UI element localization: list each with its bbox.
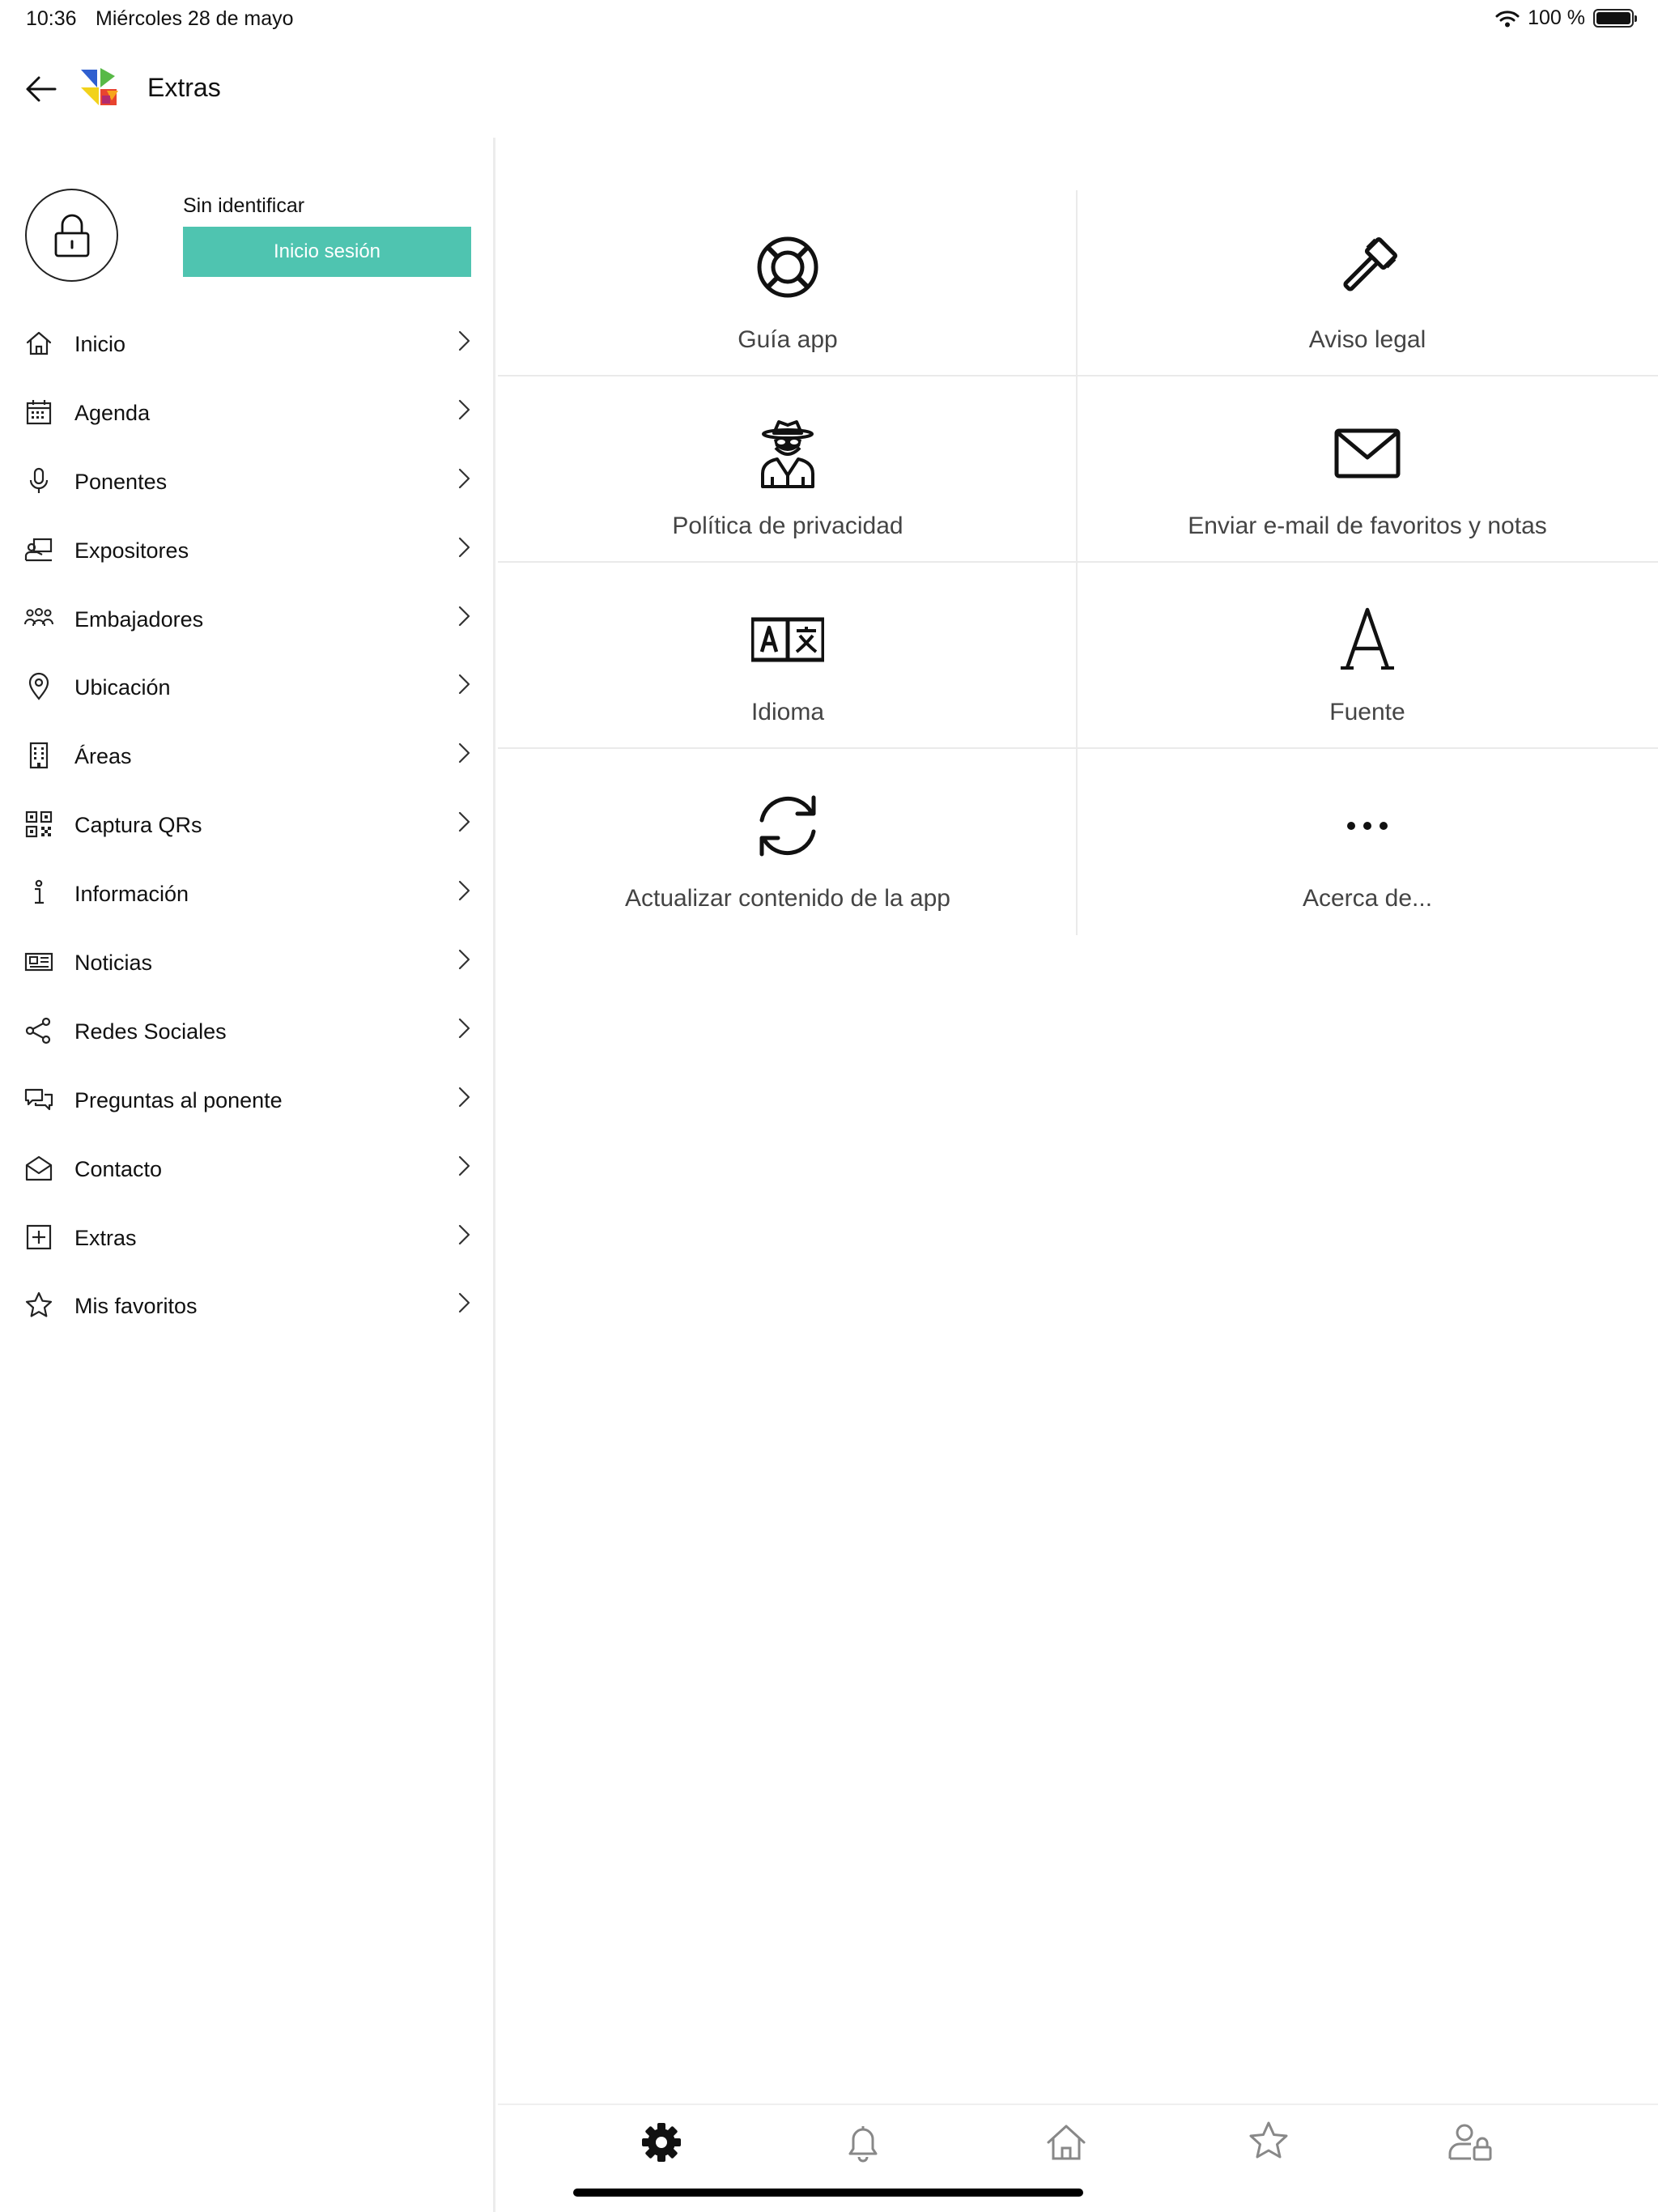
sidebar-item-noticias[interactable]	[0, 926, 495, 995]
star-icon[interactable]	[1244, 2118, 1293, 2167]
back-arrow-icon[interactable]	[23, 71, 58, 107]
newspaper-icon	[24, 947, 53, 976]
grid-item-aviso-legal[interactable]	[1078, 190, 1657, 376]
wifi-icon	[1495, 10, 1520, 28]
grid-item-fuente[interactable]	[1078, 563, 1657, 749]
sidebar-item-mis-favoritos[interactable]	[0, 1270, 495, 1338]
chevron-right-icon	[453, 329, 474, 353]
sidebar-item-ponentes[interactable]	[0, 445, 495, 514]
grid-item-label: Política de privacidad	[672, 513, 903, 539]
calendar-icon	[24, 398, 53, 427]
status-date: Miércoles 28 de mayo	[96, 7, 294, 30]
sidebar-item-label: Mis favoritos	[74, 1294, 198, 1319]
sidebar-item-preguntas-al-ponente[interactable]	[0, 1064, 495, 1133]
login-button[interactable]: Inicio sesión	[183, 227, 471, 277]
extras-content	[498, 138, 1658, 2105]
grid-item-label: Fuente	[1329, 699, 1405, 725]
sidebar-item-areas[interactable]	[0, 720, 495, 789]
battery-percent: 100 %	[1528, 6, 1585, 29]
sidebar-item-expositores[interactable]	[0, 514, 495, 583]
sidebar-menu	[0, 308, 495, 1338]
sidebar-item-label: Extras	[74, 1225, 137, 1250]
exhibitor-icon	[24, 535, 53, 564]
sidebar-item-label: Áreas	[74, 744, 132, 769]
chevron-right-icon	[453, 1291, 474, 1315]
plus-square-icon	[24, 1223, 53, 1252]
chevron-right-icon	[453, 466, 474, 491]
people-icon	[24, 604, 53, 633]
grid-item-label: Acerca de...	[1302, 885, 1433, 912]
sidebar-item-label: Embajadores	[74, 606, 204, 632]
battery-fill	[1596, 12, 1630, 24]
sidebar-item-ubicacion[interactable]	[0, 651, 495, 720]
home-indicator	[573, 2189, 1083, 2197]
sidebar-item-informacion[interactable]	[0, 857, 495, 926]
chevron-right-icon	[453, 878, 474, 903]
sidebar-item-label: Ubicación	[74, 675, 171, 700]
grid-item-idioma[interactable]	[498, 563, 1078, 749]
spy-icon	[751, 417, 824, 490]
chevron-right-icon	[453, 535, 474, 559]
chevron-right-icon	[453, 604, 474, 628]
sidebar-item-label: Contacto	[74, 1156, 163, 1181]
share-icon	[24, 1016, 53, 1045]
chevron-right-icon	[453, 741, 474, 765]
gavel-icon	[1331, 231, 1404, 304]
sidebar-item-label: Agenda	[74, 400, 151, 425]
lock-icon	[51, 212, 93, 259]
envelope-open-icon	[24, 1154, 53, 1183]
location-pin-icon	[24, 672, 53, 701]
grid-item-label: Actualizar contenido de la app	[625, 885, 950, 912]
user-lock-icon[interactable]	[1447, 2118, 1495, 2167]
gear-icon[interactable]	[637, 2118, 686, 2167]
refresh-icon	[751, 789, 824, 862]
home-icon[interactable]	[1042, 2118, 1090, 2167]
status-bar	[0, 0, 1658, 37]
grid-item-enviar-email[interactable]	[1078, 376, 1657, 563]
avatar[interactable]	[25, 189, 118, 282]
chevron-right-icon	[453, 1223, 474, 1247]
sidebar-item-contacto[interactable]	[0, 1133, 495, 1202]
chevron-right-icon	[453, 947, 474, 972]
sidebar-item-agenda[interactable]	[0, 376, 495, 445]
sidebar-item-extras[interactable]	[0, 1202, 495, 1270]
profile-panel	[0, 138, 495, 316]
grid-item-acerca-de[interactable]	[1078, 749, 1657, 935]
chevron-right-icon	[453, 1154, 474, 1178]
chevron-right-icon	[453, 1016, 474, 1040]
grid-item-label: Enviar e-mail de favoritos y notas	[1188, 513, 1547, 539]
chevron-right-icon	[453, 810, 474, 834]
info-icon	[24, 878, 53, 908]
chevron-right-icon	[453, 398, 474, 422]
sidebar-item-label: Redes Sociales	[74, 1019, 227, 1044]
sidebar-item-label: Noticias	[74, 951, 153, 976]
chevron-right-icon	[453, 672, 474, 696]
app-header	[0, 49, 1658, 130]
grid-item-politica-privacidad[interactable]	[498, 376, 1078, 563]
home-icon	[24, 329, 53, 358]
status-right	[1495, 6, 1634, 30]
chevron-right-icon	[453, 1085, 474, 1109]
lifebuoy-icon	[751, 231, 824, 304]
sidebar-item-label: Información	[74, 882, 189, 907]
bell-icon[interactable]	[839, 2118, 887, 2167]
grid-item-label: Guía app	[738, 326, 838, 353]
sidebar-item-label: Expositores	[74, 538, 189, 563]
mail-icon	[1331, 417, 1404, 490]
sidebar-item-inicio[interactable]	[0, 308, 495, 376]
sidebar	[0, 138, 495, 2212]
grid-item-actualizar[interactable]	[498, 749, 1078, 935]
grid-item-guia-app[interactable]	[498, 190, 1078, 376]
building-icon	[24, 741, 53, 770]
page-title: Extras	[147, 73, 221, 102]
sidebar-item-redes-sociales[interactable]	[0, 995, 495, 1064]
sidebar-item-label: Preguntas al ponente	[74, 1087, 283, 1112]
sidebar-item-embajadores[interactable]	[0, 583, 495, 652]
status-time: 10:36	[26, 7, 77, 30]
translate-icon	[751, 603, 824, 676]
login-status: Sin identificar	[183, 194, 305, 217]
app-logo	[78, 66, 121, 110]
sidebar-item-label: Inicio	[74, 332, 126, 356]
qr-code-icon	[24, 810, 53, 839]
sidebar-item-label: Captura QRs	[74, 813, 202, 838]
microphone-icon	[24, 466, 53, 496]
grid-item-label: Aviso legal	[1308, 326, 1426, 353]
star-icon	[24, 1291, 53, 1320]
sidebar-item-label: Ponentes	[74, 469, 168, 494]
sidebar-item-captura-qrs[interactable]	[0, 789, 495, 857]
chat-bubbles-icon	[24, 1085, 53, 1114]
battery-icon	[1593, 9, 1634, 28]
more-dots-icon	[1331, 789, 1404, 862]
font-icon	[1331, 603, 1404, 676]
grid-item-label: Idioma	[750, 699, 825, 725]
